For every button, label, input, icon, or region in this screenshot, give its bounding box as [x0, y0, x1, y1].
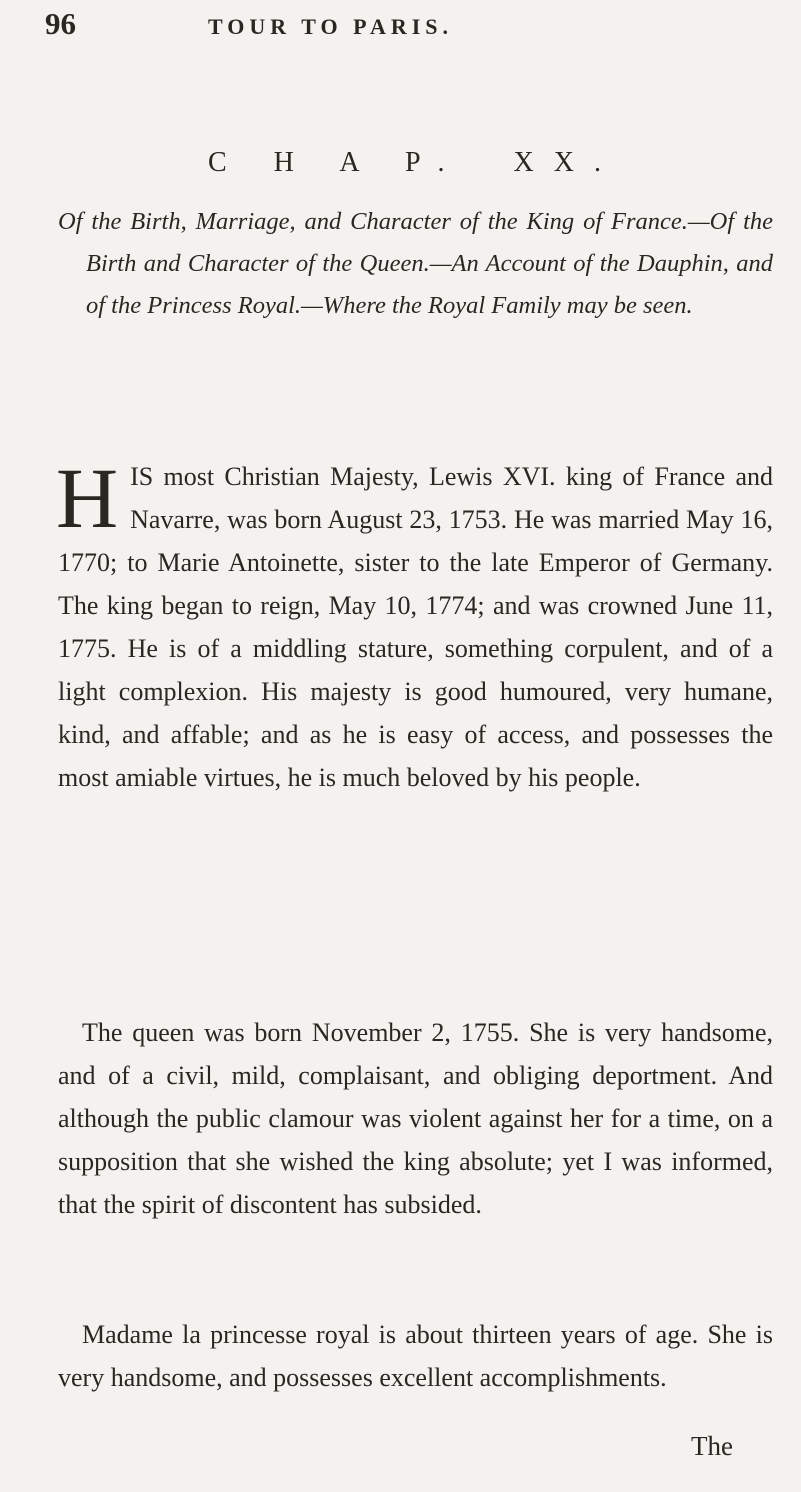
page-number: 96 [45, 6, 76, 41]
paragraph-king-text: IS most Christian Majesty, Lewis XVI. king of France and Navarre, was born August 23, 1753. He was married May 16, 1770; to Marie Antoinette, sister to the late Emperor of Germany. The king began to reign, May 10, 1774; and was crowned June 11, 1775. He is of a middling stature, something corpulent, and of a light complexion. His majesty is good humoured, very humane, kind, and affable; and as he is easy of access, and possesses the most amiable virtues, he is much beloved by his people. [58, 462, 773, 792]
chapter-summary-text: Of the Birth, Marriage, and Character of the King of France.—Of the Birth and Character of the Queen.—An Account of the Dauphin, and of the Princess Royal.—Where the Royal Family may be seen. [58, 208, 773, 319]
page-header [0, 4, 801, 44]
paragraph-queen: The queen was born November 2, 1755. She is very handsome, and of a civil, mild, complaisant, and obliging deportment. And although the public clamour was violent against her for a time, on a supposition that she wished the king absolute; yet I was informed, that the spirit of discontent has subsided. [58, 1018, 773, 1219]
catchword: The [691, 1431, 733, 1461]
drop-cap: H [56, 450, 119, 546]
running-title: TOUR TO PARIS. [208, 14, 454, 39]
chapter-label: C H A P. [208, 147, 465, 178]
chapter-summary [58, 201, 773, 327]
chapter-number: XX. [513, 147, 621, 178]
chapter-heading [208, 147, 621, 179]
paragraph-princess: Madame la princesse royal is about thirteen years of age. She is very handsome, and possesses excellent accomplishments. [58, 1320, 773, 1392]
paragraph-king [56, 450, 773, 799]
